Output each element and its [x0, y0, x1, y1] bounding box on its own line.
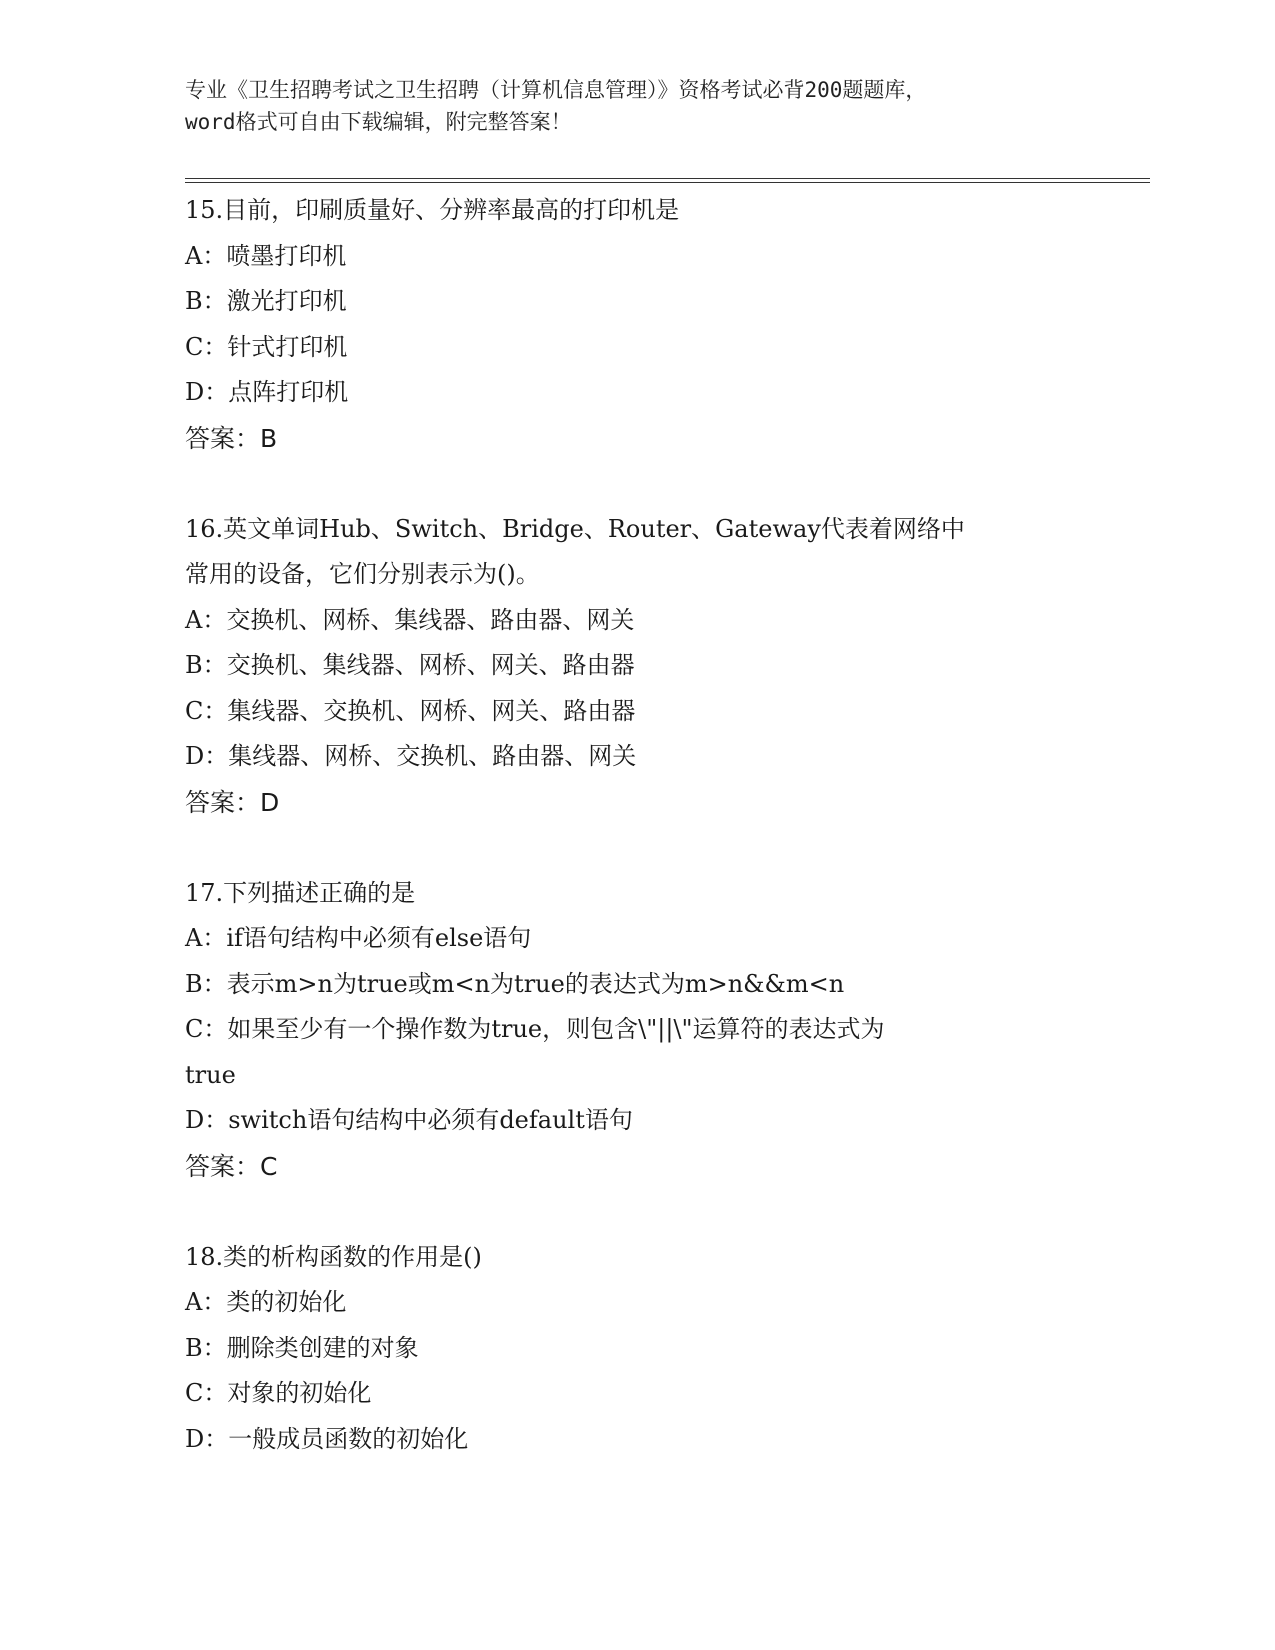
option-c-continued: true	[185, 1060, 236, 1089]
question-text: 目前，印刷质量好、分辨率最高的打印机是	[223, 196, 680, 224]
option-b: B：删除类创建的对象	[185, 1333, 419, 1362]
option-b: B：表示m>n为true或m<n为true的表达式为m>n&&m<n	[185, 969, 845, 998]
option-d: D：点阵打印机	[185, 378, 349, 406]
option-d: D：switch语句结构中必须有default语句	[185, 1106, 633, 1134]
document-header	[185, 74, 1085, 138]
header-divider-bottom	[185, 182, 1150, 183]
question-stem	[185, 871, 1085, 917]
answer-line: 答案：C	[185, 1151, 278, 1181]
question-text-continued: 常用的设备，它们分别表示为()。	[185, 560, 540, 588]
option-b: B：激光打印机	[185, 287, 347, 315]
question-18	[185, 1235, 1085, 1463]
question-number: 18.	[185, 1242, 224, 1271]
header-line-1: 专业《卫生招聘考试之卫生招聘（计算机信息管理）》资格考试必背200题题库，	[185, 78, 927, 102]
option-a: A：喷墨打印机	[185, 241, 347, 270]
header-divider-top	[185, 178, 1150, 179]
option-a: A：交换机、网桥、集线器、路由器、网关	[185, 605, 635, 634]
header-line-2: word格式可自由下载编辑，附完整答案！	[185, 110, 572, 134]
question-number: 15.	[185, 196, 224, 224]
option-c: C：对象的初始化	[185, 1379, 372, 1407]
question-list	[185, 188, 1085, 1508]
option-d: D：一般成员函数的初始化	[185, 1424, 469, 1453]
question-text: 类的析构函数的作用是()	[223, 1242, 482, 1271]
question-number: 16.	[185, 514, 224, 543]
option-a: A：类的初始化	[185, 1288, 347, 1316]
answer-line: 答案：D	[185, 787, 280, 817]
question-text: 英文单词Hub、Switch、Bridge、Router、Gateway代表着网络中	[223, 514, 965, 543]
answer-line: 答案：B	[185, 423, 278, 453]
option-c: C：集线器、交换机、网桥、网关、路由器	[185, 696, 636, 725]
option-a: A：if语句结构中必须有else语句	[185, 924, 532, 952]
question-17	[185, 871, 1085, 1190]
option-c: C：如果至少有一个操作数为true，则包含\"||\"运算符的表达式为	[185, 1015, 885, 1043]
option-d: D：集线器、网桥、交换机、路由器、网关	[185, 742, 637, 770]
question-stem	[185, 507, 1085, 553]
question-stem	[185, 1235, 1085, 1281]
question-text: 下列描述正确的是	[223, 878, 416, 907]
option-c: C：针式打印机	[185, 332, 348, 361]
question-16	[185, 507, 1085, 826]
option-b: B：交换机、集线器、网桥、网关、路由器	[185, 651, 635, 679]
question-15	[185, 188, 1085, 461]
question-stem	[185, 188, 1085, 234]
question-number: 17.	[185, 878, 224, 907]
